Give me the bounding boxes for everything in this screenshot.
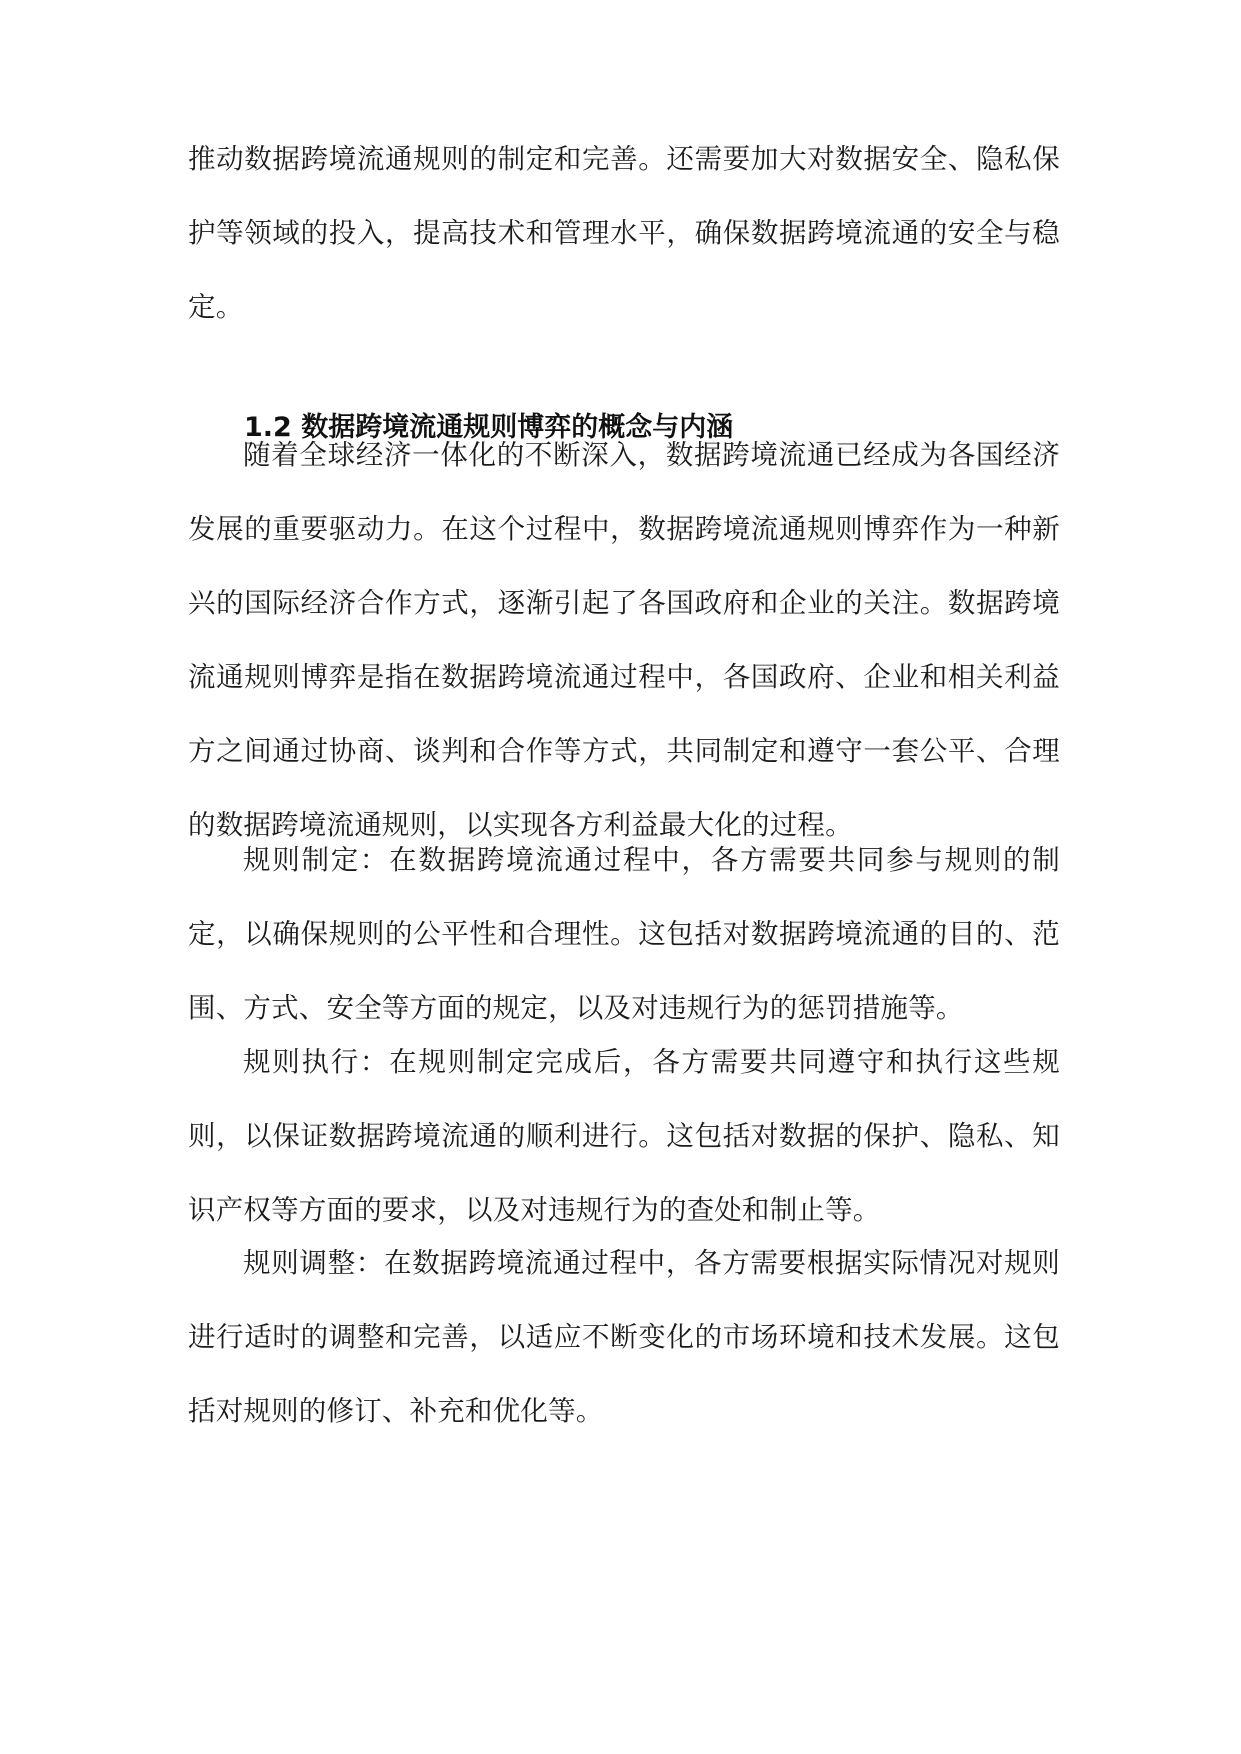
- paragraph-concept: 随着全球经济一体化的不断深入，数据跨境流通已经成为各国经济发展的重要驱动力。在这个过程中，数据跨境流通规则博弈作为一种新兴的国际经济合作方式，逐渐引起了各国政府和企业的关注。数据跨境流通规则博弈是指在数据跨境流通过程中，各国政府、企业和相关利益方之间通过协商、谈判和合作等方式，共同制定和遵守一套公平、合理的数据跨境流通规则，以实现各方利益最大化的过程。: [188, 439, 1060, 841]
- paragraph-rule-adjustment: 规则调整：在数据跨境流通过程中，各方需要根据实际情况对规则进行适时的调整和完善，以适应不断变化的市场环境和技术发展。这包括对规则的修订、补充和优化等。: [188, 1247, 1060, 1427]
- paragraph-continuation: 推动数据跨境流通规则的制定和完善。还需要加大对数据安全、隐私保护等领域的投入，提高技术和管理水平，确保数据跨境流通的安全与稳定。: [188, 143, 1060, 323]
- paragraph-rule-execution: 规则执行：在规则制定完成后，各方需要共同遵守和执行这些规则，以保证数据跨境流通的顺利进行。这包括对数据的保护、隐私、知识产权等方面的要求，以及对违规行为的查处和制止等。: [188, 1046, 1060, 1226]
- section-heading: 1.2 数据跨境流通规则博弈的概念与内涵: [244, 412, 734, 443]
- paragraph-rule-making: 规则制定：在数据跨境流通过程中，各方需要共同参与规则的制定，以确保规则的公平性和合理性。这包括对数据跨境流通的目的、范围、方式、安全等方面的规定，以及对违规行为的惩罚措施等。: [188, 844, 1060, 1024]
